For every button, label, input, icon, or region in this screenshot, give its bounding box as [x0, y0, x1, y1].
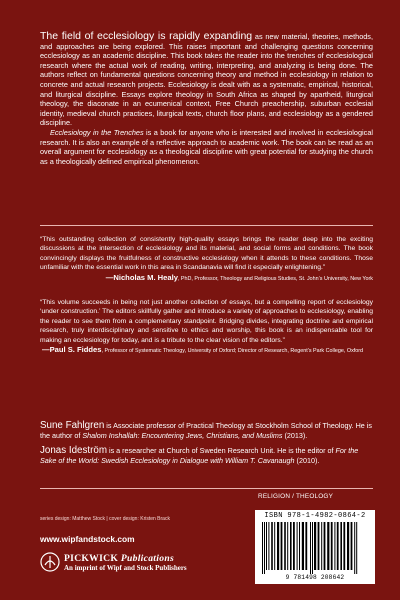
blurb-text: as new material, theories, methods, and approaches are being explored. This raises important and challenging questions concerning ecclesiology as an academic discipline. This book takes the reader into the trenches of ecclesiological research where the actual work of reading, writing, interpreting, and analyzing is being done. The authors reflect on fundamental questions concerning theory and method in ecclesiology in relation to concrete and actual research projects. Ecclesiology is dealt with as a systematic, empirical, historical, and liturgical discipline. Essays explore theology in South Africa as shaped by apartheid, liturgical theology, the diaconate in an ecumenical context, Free Church preachership, suburban ecclesial identity, medieval church practices, liturgical texts, church floor plans, and ecclesiology as a gendered discipline.: [40, 32, 373, 128]
barcode-bar: [318, 522, 320, 570]
barcode-bar: [343, 522, 345, 570]
publisher-name-italic: Publications: [120, 552, 174, 564]
divider-bottom: [40, 488, 373, 489]
author-bios: [40, 421, 373, 465]
barcode-bar: [299, 522, 300, 570]
author-bio-1: [40, 421, 373, 440]
blurb-lead: The field of ecclesiology is rapidly expanding: [40, 30, 253, 42]
barcode-bar: [302, 522, 304, 570]
endorsements: [40, 235, 373, 356]
author-name-1: Sune Fahlgren: [40, 420, 105, 431]
subject-category: RELIGION / THEOLOGY: [258, 493, 334, 500]
barcode-bar: [287, 522, 288, 570]
barcode-bar: [324, 522, 326, 570]
barcode-bars: [260, 522, 370, 574]
endorser-name-1: —Nicholas M. Healy: [105, 272, 178, 282]
barcode-bar: [274, 522, 275, 570]
barcode-bar: [347, 522, 349, 570]
isbn-number: ISBN 978-1-4982-0864-2: [264, 512, 366, 520]
barcode-bar: [281, 522, 283, 570]
pickwick-logo-icon: [40, 552, 60, 572]
author-bio-text-2: is a researcher at Church of Sweden Research Unit. He is the editor of: [106, 446, 336, 456]
blurb-text-2: is a book for anyone who is interested and involved in ecclesiological research. It is also an example of a reflective approach to academic work. The book can be read as an overall argument for ecclesiology as a theological discipline with great potential for studying the church as a theologically defined empirical phenomenon.: [40, 127, 373, 166]
barcode-bar: [356, 522, 357, 574]
author-bio-2: [40, 446, 373, 465]
barcode-bar: [321, 522, 322, 570]
isbn-barcode: [255, 510, 375, 584]
publisher-website: www.wipfandstock.com: [40, 534, 135, 544]
author-book-2: For the Sake of the World: Swedish Ecclesiology in Dialogue with William T. Cavanaugh: [40, 446, 359, 465]
publisher-imprint: An imprint of Wipf and Stock Publishers: [64, 563, 187, 572]
endorsement-quote-2: “This volume succeeds in being not just another collection of essays, but a compelling report of ecclesiology ‘under construction.’ The editors skillfully gather and introduce a variety of approaches to ecclesiology, enabling the reader to see them from a complementary standpoint. Bridging divides, integrating doctrine and empirical research, truly interdisciplinary and sensitive to ethics and worship, this book is an indispensable tool for making an ecclesiology for today, and is a tribute to the clear vision of the editors.”: [40, 299, 373, 344]
endorser-title-1: , PhD, Professor, Theology and Religious Studies, St. John’s University, New York: [177, 275, 373, 282]
publisher-text: [64, 553, 187, 572]
author-book-1: Shalom Inshallah: Encountering Jews, Christians, and Muslims: [82, 430, 283, 440]
book-title-inline: Ecclesiology in the Trenches: [50, 127, 144, 137]
barcode-bar: [327, 522, 329, 570]
author-bio-year-2: (2010).: [294, 455, 320, 465]
barcode-bar: [310, 522, 311, 574]
endorser-title-2: , Professor of Systematic Theology, University of Oxford; Director of Research, Regent’s Park College, Oxford: [101, 348, 364, 355]
author-bio-text-1: is Associate professor of Practical Theology at Stockholm School of Theology. He is the author of: [40, 421, 372, 440]
publisher-logo: [40, 552, 187, 572]
author-bio-year-1: (2013).: [282, 430, 308, 440]
barcode-bar: [331, 522, 333, 570]
blurb-paragraph-2: [40, 128, 373, 166]
endorsement-quote-1: “This outstanding collection of consistently high-quality essays brings the reader deep into the exciting discussions at the intersection of ecclesiology and its material, and social forms and conditions. The book convincingly displays the fruitfulness of constructive ecclesiology when it attends to these conditions. Those unfamiliar with the essential work in this area in Scandanavia will find it especially enlightening.”: [40, 236, 373, 272]
barcode-bar: [264, 522, 265, 574]
endorsement-attribution-1: [40, 273, 373, 284]
publisher-name-prefix: PICKWICK: [64, 552, 121, 564]
barcode-bar: [266, 522, 267, 570]
barcode-bar: [262, 522, 263, 574]
barcode-bar: [297, 522, 298, 570]
barcode-bar: [314, 522, 316, 570]
publisher-name: [64, 553, 187, 564]
barcode-bar: [277, 522, 279, 570]
barcode-bar: [305, 522, 307, 570]
barcode-bar: [351, 522, 353, 570]
barcode-bar: [354, 522, 355, 574]
description-blurb: [40, 32, 373, 166]
barcode-bar: [290, 522, 292, 570]
barcode-bar: [312, 522, 313, 574]
endorser-name-2: —Paul S. Fiddes: [42, 345, 102, 355]
barcode-bar: [340, 522, 342, 570]
barcode-bar: [268, 522, 269, 570]
barcode-bar: [284, 522, 286, 570]
blurb-paragraph-1: [40, 32, 373, 128]
barcode-bar: [293, 522, 295, 570]
barcode-bar: [334, 522, 335, 570]
barcode-bar: [271, 522, 273, 570]
author-name-2: Jonas Ideström: [40, 445, 107, 457]
barcode-digits: 9 781498 208642: [285, 574, 345, 581]
design-credits: series design: Matthew Stock | cover design: Kristen Brack: [40, 516, 170, 522]
endorsement-attribution-2: [40, 345, 373, 356]
divider-top: [40, 225, 373, 226]
barcode-bar: [337, 522, 339, 570]
